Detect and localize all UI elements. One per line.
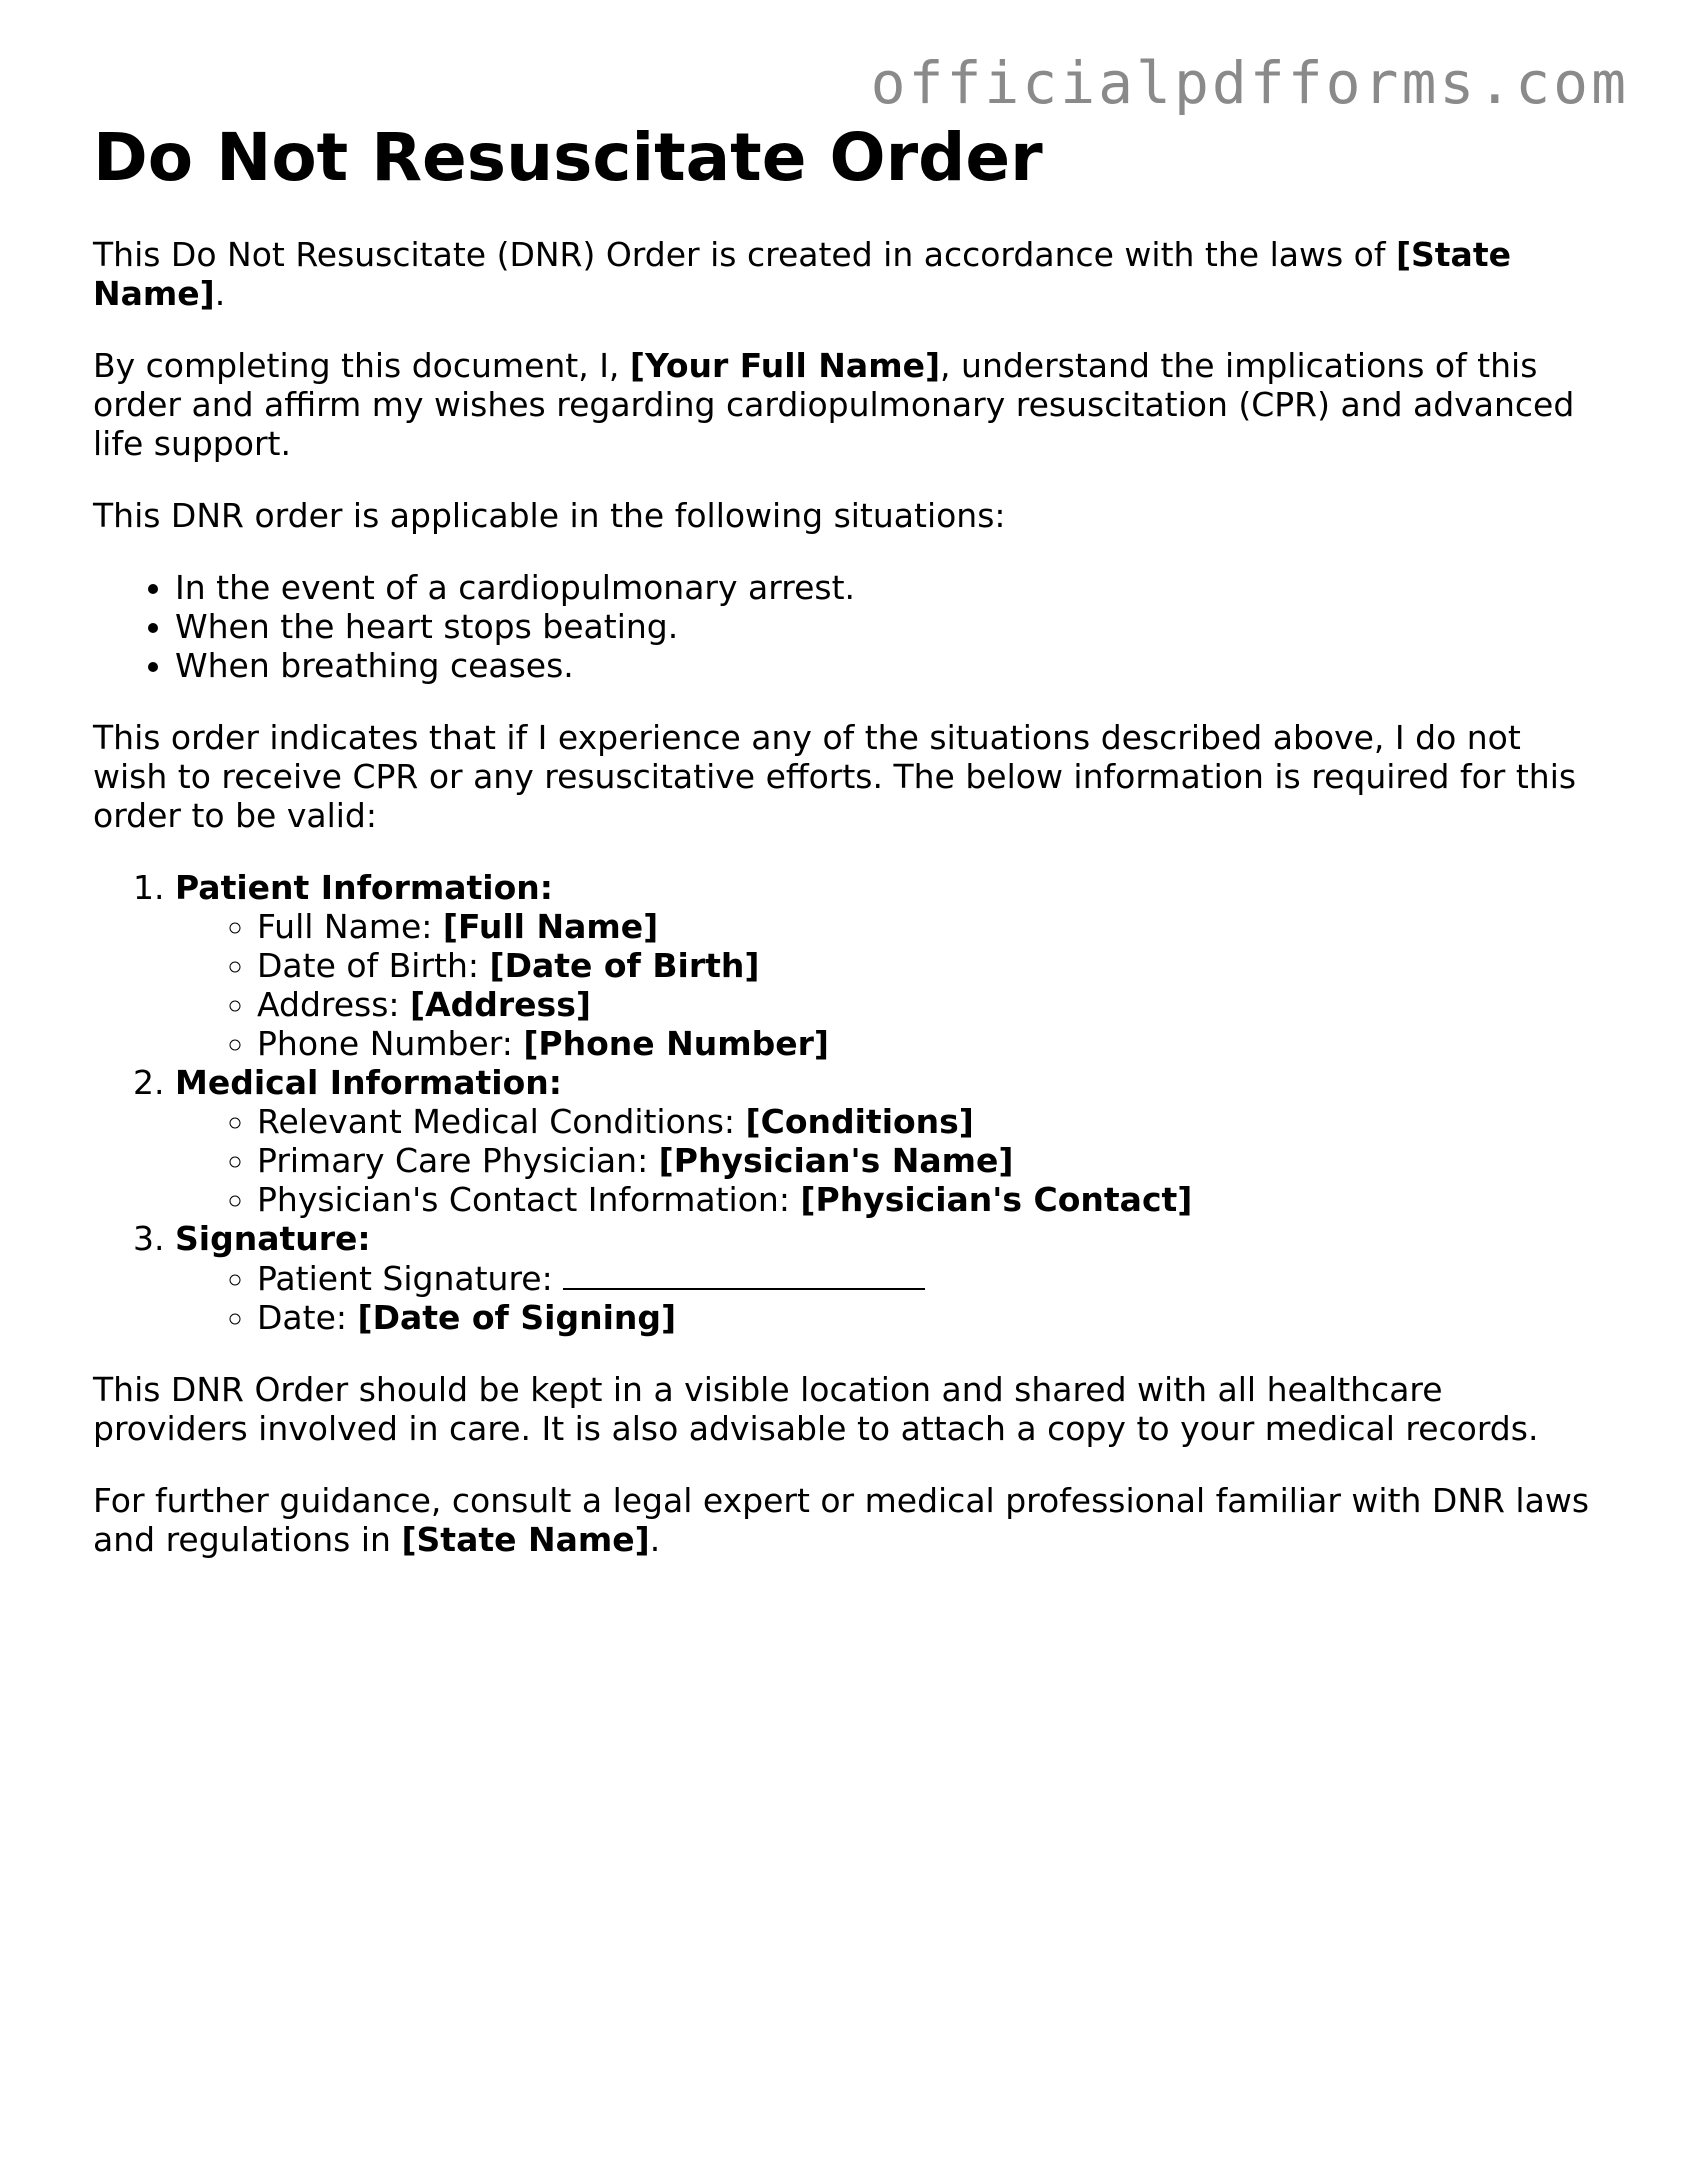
section-patient-information — [175, 868, 1593, 1063]
situations-intro: This DNR order is applicable in the following situations: — [93, 496, 1006, 536]
intro-text: This Do Not Resuscitate (DNR) Order is created in accordance with the laws of — [93, 235, 1396, 275]
field-label: Primary Care Physician: — [257, 1141, 659, 1181]
field-placeholder: [Address] — [410, 985, 591, 1025]
field-placeholder: [Date of Birth] — [489, 946, 760, 986]
guidance-paragraph — [93, 1481, 1593, 1559]
section-heading: Medical Information: — [175, 1063, 562, 1103]
field-physician-contact — [257, 1180, 1593, 1219]
section-heading: Signature: — [175, 1219, 371, 1259]
field-label: Full Name: — [257, 907, 443, 947]
storage-note: This DNR Order should be kept in a visible location and shared with all healthcare providers involved in care. It is also advisable to attach a copy to your medical records. — [93, 1370, 1539, 1449]
section-signature — [175, 1219, 1593, 1337]
affirmation-prefix: By completing this document, I, — [93, 346, 630, 386]
field-placeholder: [Physician's Name] — [658, 1141, 1014, 1181]
list-item: • When the heart stops beating. — [175, 607, 1593, 646]
field-date-of-signing — [257, 1298, 1593, 1337]
list-item: • In the event of a cardiopulmonary arrest. — [175, 568, 1593, 607]
field-label: Relevant Medical Conditions: — [257, 1102, 746, 1142]
requirements-list — [93, 868, 1593, 1337]
order-statement: This order indicates that if I experience any of the situations described above, I do not wish to receive CPR or any resuscitative efforts. The below information is required for this order to be valid: — [93, 718, 1577, 836]
field-placeholder: [Phone Number] — [523, 1024, 829, 1064]
affirmation-paragraph — [93, 346, 1593, 463]
page-title: Do Not Resuscitate Order — [93, 119, 1043, 196]
situations-list — [93, 568, 1593, 685]
watermark: officialpdfforms.com — [870, 49, 1629, 117]
field-label: Address: — [257, 985, 411, 1025]
field-date-of-birth — [257, 946, 1593, 985]
field-label: Patient Signature: — [257, 1259, 564, 1299]
your-full-name-placeholder: [Your Full Name] — [629, 346, 941, 386]
field-physician-name — [257, 1141, 1593, 1180]
field-label: Physician's Contact Information: — [257, 1180, 801, 1220]
field-full-name — [257, 907, 1593, 946]
field-placeholder: [Conditions] — [745, 1102, 974, 1142]
intro-end: . — [214, 274, 226, 314]
section-heading: Patient Information: — [175, 868, 553, 908]
field-list — [175, 1102, 1593, 1219]
signature-line[interactable] — [563, 1258, 925, 1290]
field-list — [175, 907, 1593, 1063]
field-patient-signature — [257, 1258, 1593, 1298]
field-address — [257, 985, 1593, 1024]
state-name-placeholder: [State Name] — [401, 1520, 650, 1560]
section-medical-information — [175, 1063, 1593, 1219]
field-placeholder: [Date of Signing] — [357, 1298, 677, 1338]
field-label: Date: — [257, 1298, 358, 1338]
intro-paragraph — [93, 235, 1593, 313]
field-list — [175, 1258, 1593, 1337]
guidance-text: For further guidance, consult a legal expert or medical professional familiar with DNR laws and regulations in — [93, 1481, 1590, 1560]
field-placeholder: [Full Name] — [442, 907, 659, 947]
field-conditions — [257, 1102, 1593, 1141]
field-label: Date of Birth: — [257, 946, 490, 986]
guidance-end: . — [649, 1520, 661, 1560]
field-placeholder: [Physician's Contact] — [800, 1180, 1193, 1220]
field-label: Phone Number: — [257, 1024, 524, 1064]
list-item: • When breathing ceases. — [175, 646, 1593, 685]
affirmation-suffix: , understand the implications of this order and affirm my wishes regarding cardiopulmonary resuscitation (CPR) and advanced life support. — [93, 346, 1575, 464]
field-phone-number — [257, 1024, 1593, 1063]
state-name-placeholder: [State Name] — [93, 235, 1511, 314]
document-page — [93, 118, 1593, 1592]
